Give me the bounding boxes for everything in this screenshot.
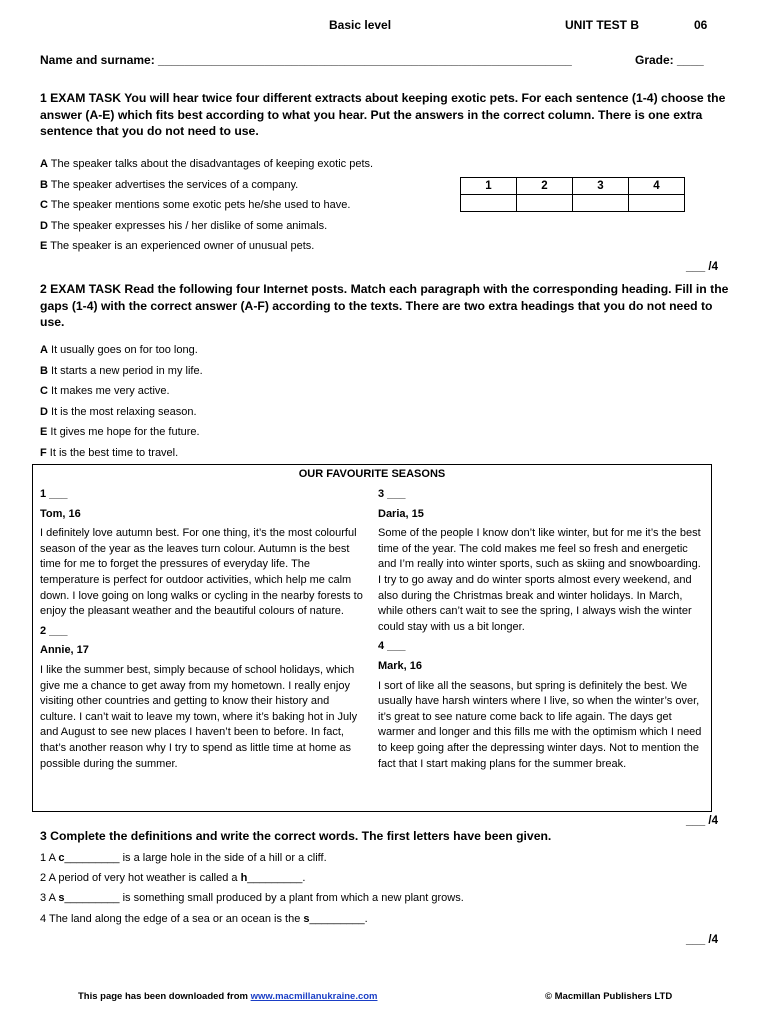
answer-col-4: 4 [629,178,685,195]
post-1-answer[interactable]: 1 ___ [40,488,68,500]
answer-cell-4[interactable] [629,195,685,212]
grade-field[interactable]: Grade: ____ [635,53,704,67]
task1-option-a: A The speaker talks about the disadvantages of keeping exotic pets. [40,158,374,170]
name-field[interactable]: Name and surname: ______________________________________________________________ [40,53,572,67]
level-label: Basic level [329,18,392,32]
definition-1-blank[interactable]: _________ is a large hole in the side of a hill or a cliff. [64,852,327,864]
task1-option-b: B The speaker advertises the services of a company. [40,179,299,191]
task1-option-d: D The speaker expresses his / her dislike of some animals. [40,220,328,232]
seasons-box-title: OUR FAVOURITE SEASONS [298,468,446,480]
post-2-author: Annie, 17 [40,644,89,657]
task2-heading-c: C It makes me very active. [40,385,170,397]
task1-answer-table [460,177,685,212]
post-4-text: I sort of like all the seasons, but spring is definitely the best. We usually have harsh winters where I live, so when the winter’s over, it’s great to see nature come back to life again. The days get warmer and longer and this fills me with the optimism which I need to keep going after the depressing winter days. Not to mention the fact that I start making plans for the summer break. [378,679,702,770]
post-4-author: Mark, 16 [378,659,423,672]
task3-score: ___ /4 [686,934,718,946]
footer-source: This page has been downloaded from www.macmillanukraine.com [78,991,378,1002]
task2-heading-e: E It gives me hope for the future. [40,426,200,438]
task1-score: ___ /4 [686,261,718,273]
task2-score: ___ /4 [686,815,718,827]
definition-1: 1 A c_________ is a large hole in the side of a hill or a cliff. [40,852,327,864]
post-3-text: Some of the people I know don’t like winter, but for me it’s the best time of the year. The cold makes me feel so fresh and energetic and I’m really into winter sports, such as skiing and snowboarding. I try to go away and do winter sports almost every weekend, and also during the Christmas break and winter holidays. In March, while others can’t wait to see the spring, I always wish the winter could stay with us a bit longer. [378,527,701,633]
test-number: 06 [694,18,708,32]
footer-link[interactable]: www.macmillanukraine.com [250,991,378,1002]
definition-3: 3 A s_________ is something small produced by a plant from which a new plant grows. [40,892,464,904]
task1-option-e: E The speaker is an experienced owner of unusual pets. [40,240,315,252]
answer-cell-3[interactable] [573,195,629,212]
task1-option-c: C The speaker mentions some exotic pets he/she used to have. [40,199,351,211]
definition-2: 2 A period of very hot weather is called a h_________. [40,872,306,884]
answer-cell-2[interactable] [517,195,573,212]
task2-title: 2 EXAM TASK Read the following four Internet posts. Match each paragraph with the corresponding heading. Fill in the gaps (1-4) with the correct answer (A-F) according to the texts. There are two extra headings that you do not need to use. [40,282,729,329]
footer-copyright: © Macmillan Publishers LTD [545,991,673,1002]
task2-heading-b: B It starts a new period in my life. [40,365,203,377]
task2-heading-f: F It is the best time to travel. [40,447,179,459]
seasons-box [32,464,712,812]
definition-4-blank[interactable]: _________. [309,913,368,925]
definition-4: 4 The land along the edge of a sea or an ocean is the s_________. [40,913,368,925]
task3-title: 3 Complete the definitions and write the correct words. The first letters have been given. [40,829,552,843]
definition-2-blank[interactable]: _________. [247,872,306,884]
post-2-answer[interactable]: 2 ___ [40,624,68,637]
test-label: UNIT TEST B [565,18,639,32]
task2-heading-a: A It usually goes on for too long. [40,344,198,356]
post-1-text: I definitely love autumn best. For one thing, it’s the most colourful season of the year as the leaves turn colour. Autumn is the best time for me to forget the pressures of everyday life. The temperature is perfect for outdoor activities, which help me calm down. I love going on long walks or cycling in the nearby forests to enjoy the pleasant weather and the beautiful colours of nature. [40,527,363,618]
answer-table-input-row [461,195,685,212]
answer-table-header-row [461,178,685,195]
post-3-answer[interactable]: 3 ___ [378,488,406,500]
post-2-text: I like the summer best, simply because of school holidays, which give me a chance to get away from my hometown. I really enjoy visiting other countries and getting to know their history and culture. I can’t wait to leave my town, where it’s baking hot in July and August to see new places I haven’t been to before. In fact, that’s another reason why I try to spend as little time at home as possible during the summer. [40,663,358,770]
post-1-author: Tom, 16 [40,507,81,520]
post-4-answer[interactable]: 4 ___ [378,640,406,653]
answer-col-1: 1 [461,178,517,195]
posts-right-column [378,487,703,776]
answer-cell-1[interactable] [461,195,517,212]
task1-title: 1 EXAM TASK You will hear twice four different extracts about keeping exotic pets. For each sentence (1-4) choose the answer (A-E) which fits best according to what you hear. Put the answers in the correct column. There is one extra sentence that you do not need to use. [40,91,726,138]
post-3-author: Daria, 15 [378,507,424,520]
posts-left-column [40,487,366,776]
answer-col-2: 2 [517,178,573,195]
definition-3-blank[interactable]: _________ is something small produced by a plant from which a new plant grows. [64,892,464,904]
task2-heading-d: D It is the most relaxing season. [40,406,197,418]
answer-col-3: 3 [573,178,629,195]
